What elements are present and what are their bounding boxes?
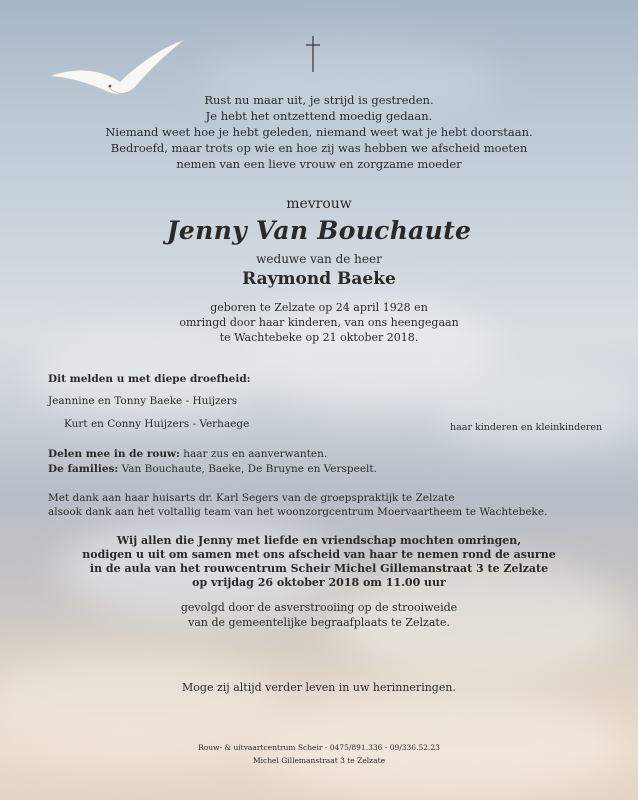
child-line: Kurt en Conny Huijzers - Verhaege	[64, 418, 250, 430]
thanks-line: alsook dank aan het voltallig team van het woonzorgcentrum Moervaartheem te Wachtebeke.	[48, 506, 548, 518]
mourn-text: haar zus en aanverwanten.	[179, 448, 328, 460]
mourn-label: Delen mee in de rouw:	[48, 448, 180, 460]
families-text: Van Bouchaute, Baeke, De Bruyne en Verspeelt.	[118, 463, 377, 475]
closing-line: Moge zij altijd verder leven in uw herinneringen.	[182, 681, 456, 694]
poem-line: Bedroefd, maar trots op wie en hoe zij was hebben we afscheid moeten	[110, 141, 528, 155]
thanks-line: Met dank aan haar huisarts dr. Karl Segers van de groepspraktijk te Zelzate	[48, 492, 455, 504]
background-cloud	[430, 360, 638, 450]
birth-line: omringd door haar kinderen, van ons heengegaan	[179, 316, 459, 329]
deceased-name: Jenny Van Bouchaute	[166, 216, 472, 245]
child-line: Jeannine en Tonny Baeke - Huijzers	[48, 395, 238, 407]
footer-line: Michel Gillemanstraat 3 te Zelzate	[252, 756, 386, 765]
footer-line: Rouw- & uitvaartcentrum Scheir - 0475/891.336 - 09/336.52.23	[198, 743, 440, 752]
cross-icon	[305, 36, 321, 72]
relation-text: weduwe van de heer	[256, 252, 382, 266]
families-label: De families:	[48, 463, 119, 475]
poem-line: Rust nu maar uit, je strijd is gestreden.	[204, 93, 434, 107]
scattering-line: gevolgd door de asverstrooiing op de strooiweide	[180, 601, 458, 614]
mourn-line	[48, 447, 327, 461]
announcement: Dit melden u met diepe droefheid:	[48, 373, 251, 385]
deceased-title: mevrouw	[286, 196, 352, 212]
poem-line: Je hebt het ontzettend moedig gedaan.	[205, 109, 433, 123]
grandchildren-line: haar kinderen en kleinkinderen	[450, 422, 603, 433]
scattering-line: van de gemeentelijke begraafplaats te Zelzate.	[188, 616, 450, 629]
birth-line: te Wachtebeke op 21 oktober 2018.	[219, 331, 419, 344]
poem-line: nemen van een lieve vrouw en zorgzame moeder	[176, 157, 462, 171]
ceremony-line: Wij allen die Jenny met liefde en vriendschap mochten omringen,	[116, 534, 522, 547]
poem-line: Niemand weet hoe je hebt geleden, niemand weet wat je hebt doorstaan.	[105, 125, 533, 139]
ceremony-line: op vrijdag 26 oktober 2018 om 11.00 uur	[192, 576, 446, 589]
ceremony-line: in de aula van het rouwcentrum Scheir Michel Gillemanstraat 3 te Zelzate	[89, 562, 549, 575]
birth-line: geboren te Zelzate op 24 april 1928 en	[210, 301, 428, 314]
spouse-name: Raymond Baeke	[242, 269, 396, 289]
families-line	[48, 462, 377, 476]
ceremony-line: nodigen u uit om samen met ons afscheid van haar te nemen rond de asurne	[82, 548, 556, 561]
